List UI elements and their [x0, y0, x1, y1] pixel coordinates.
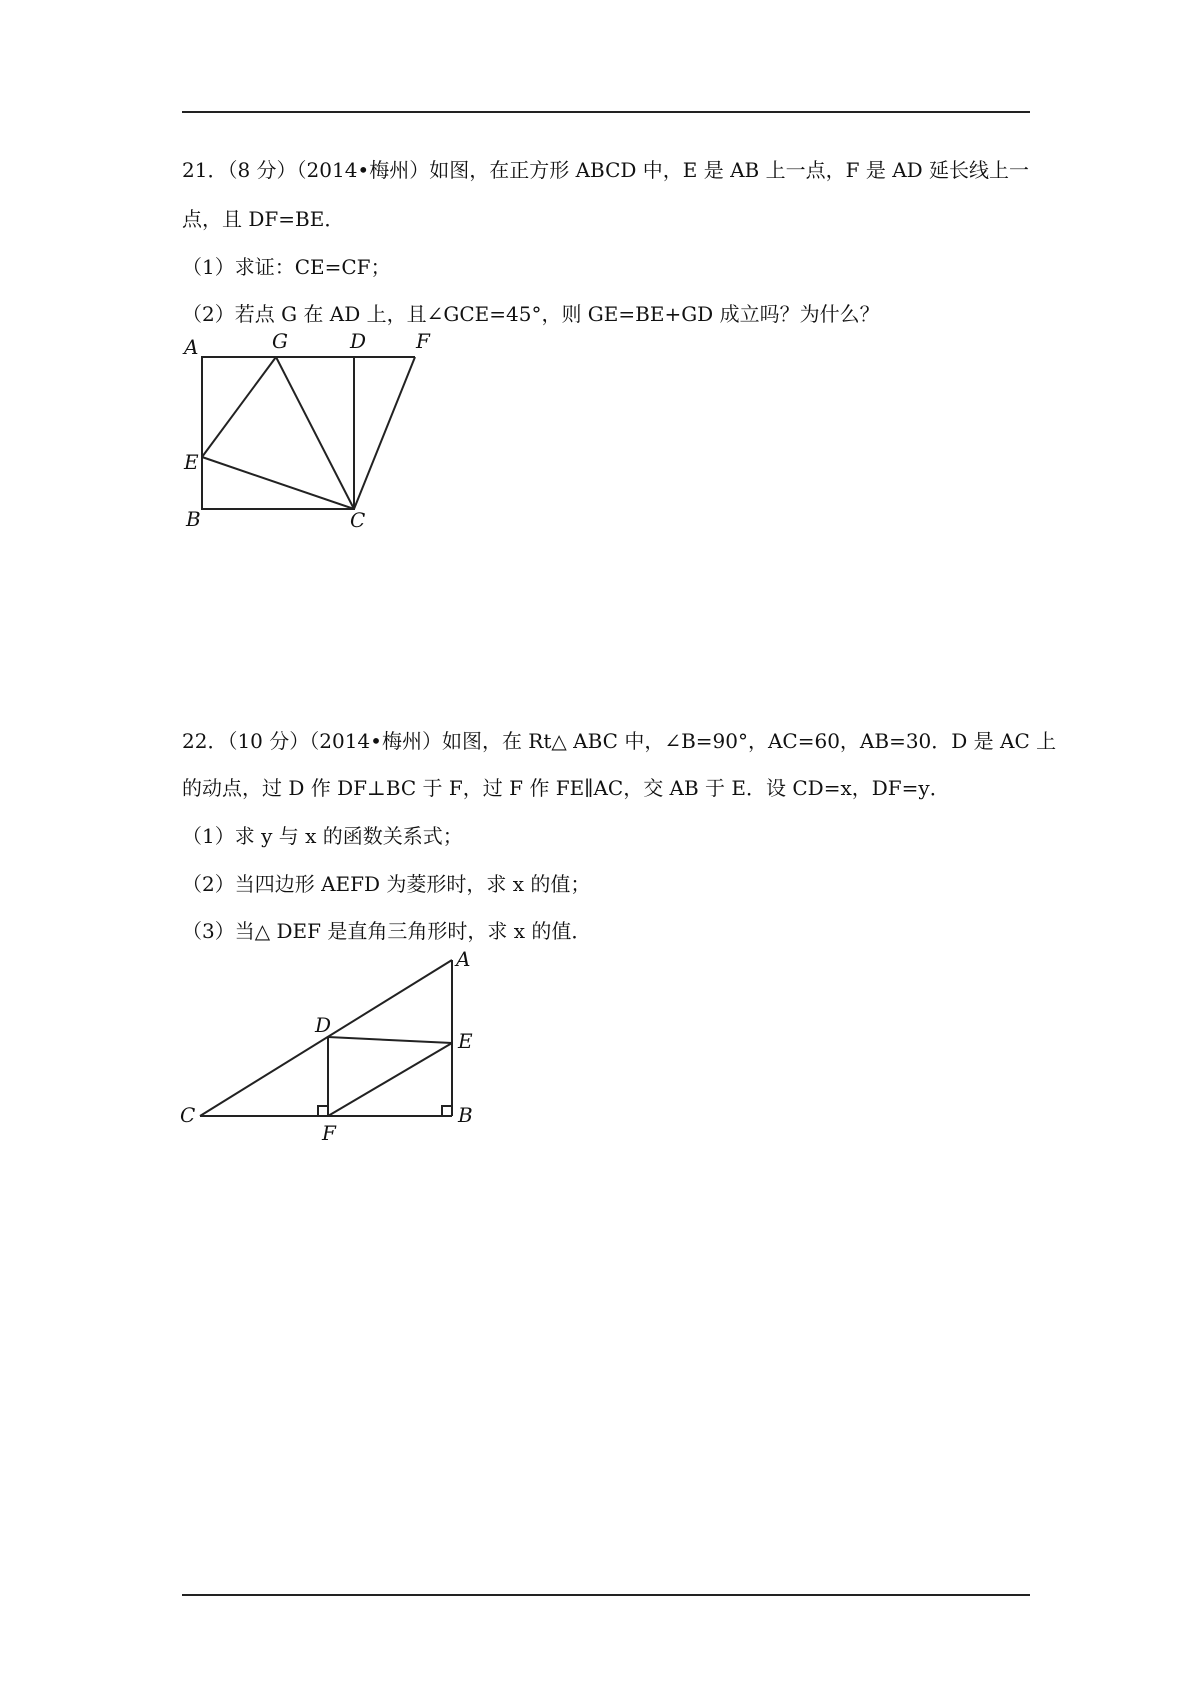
label-e: E	[184, 450, 199, 474]
segment-ge	[202, 357, 276, 457]
label-a: A	[456, 947, 471, 971]
label-g: G	[272, 329, 288, 353]
label-c: C	[350, 508, 366, 532]
right-angle-mark-b	[442, 1106, 452, 1116]
problem-22-figure	[180, 947, 480, 1150]
problem-21-statement: 21．（8 分）（2014•梅州）如图，在正方形 ABCD 中，E 是 AB 上一点，F 是 AD 延长线上一	[182, 158, 1030, 182]
label-d: D	[315, 1013, 332, 1037]
problem-22-statement-cont: 的动点，过 D 作 DF⊥BC 于 F，过 F 作 FE∥AC，交 AB 于 E．设 CD=x，DF=y．	[182, 776, 950, 800]
segment-fe	[328, 1043, 452, 1116]
label-f: F	[416, 329, 430, 353]
problem-22-part-3: （3）当△ DEF 是直角三角形时，求 x 的值．	[182, 919, 592, 943]
footer-rule	[182, 1594, 1030, 1596]
segment-ca	[200, 960, 452, 1116]
label-a: A	[184, 335, 199, 359]
problem-22-statement: 22．（10 分）（2014•梅州）如图，在 Rt△ ABC 中，∠B=90°，AC=60，AB=30．D 是 AC 上	[182, 729, 1057, 753]
problem-21-part-1: （1）求证：CE=CF；	[182, 255, 391, 279]
segment-fc	[354, 357, 415, 509]
problem-22-part-2: （2）当四边形 AEFD 为菱形时，求 x 的值；	[182, 872, 591, 896]
problem-21-figure	[180, 330, 440, 530]
problem-21-part-2: （2）若点 G 在 AD 上，且∠GCE=45°，则 GE=BE+GD 成立吗？为什么？	[182, 302, 880, 326]
label-b: B	[186, 507, 201, 531]
square-abcd	[202, 357, 354, 509]
problem-22-part-1: （1）求 y 与 x 的函数关系式；	[182, 824, 463, 848]
header-rule	[182, 111, 1030, 113]
problem-21-statement-cont: 点，且 DF=BE．	[182, 207, 345, 231]
label-e: E	[458, 1029, 473, 1053]
label-c: C	[180, 1103, 196, 1127]
label-b: B	[458, 1103, 473, 1127]
label-f: F	[322, 1121, 336, 1145]
segment-de	[328, 1037, 452, 1043]
label-d: D	[350, 329, 367, 353]
right-angle-mark-f	[318, 1106, 328, 1116]
